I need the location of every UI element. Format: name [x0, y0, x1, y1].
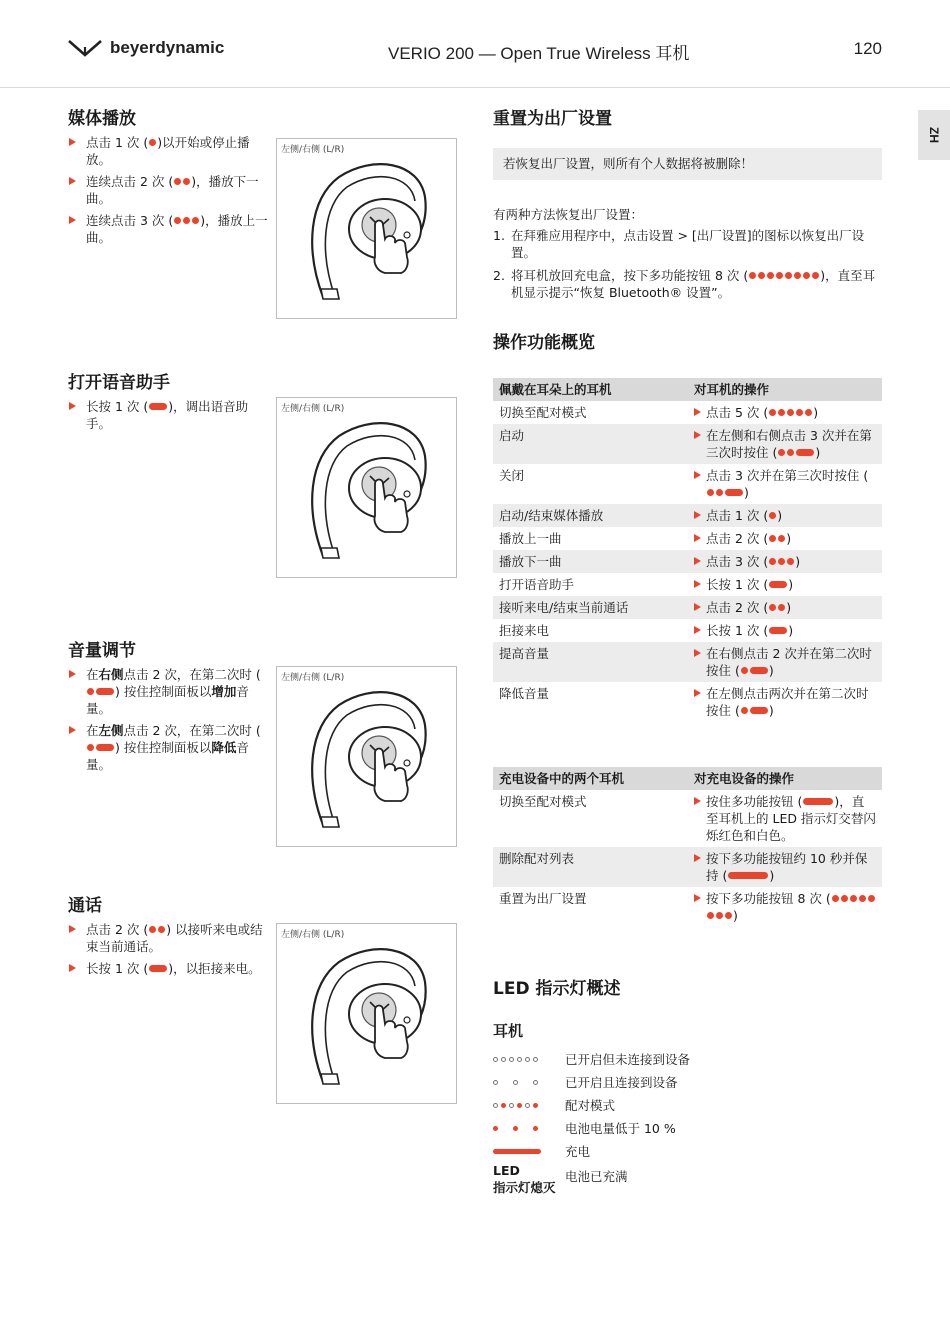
figure-label: 左侧/右侧 (L/R) — [281, 404, 345, 414]
table-row: 切换至配对模式 点击 5 次 ( ) — [493, 401, 882, 424]
led-off-label: LED 指示灯熄灭 — [493, 1163, 556, 1195]
list-item: 在右侧点击 2 次，在第二次时 () 按住控制面板以增加音量。 — [68, 666, 268, 717]
led-heading: LED 指示灯概述 — [493, 979, 621, 999]
led-row: 已开启但未连接到设备 — [493, 1050, 690, 1068]
reset-heading: 重置为出厂设置 — [493, 109, 612, 129]
table-row: 接听来电/结束当前通话 点击 2 次 ( ) — [493, 596, 882, 619]
led-white-slow-blink-icon — [493, 1057, 565, 1062]
table-row: 启动/结束媒体播放 点击 1 次 ( ) — [493, 504, 882, 527]
led-section — [493, 978, 620, 1000]
led-white-pulse-icon — [493, 1080, 565, 1085]
led-row: 配对模式 — [493, 1096, 615, 1114]
list-item: 点击 1 次 ( )以开始或停止播放。 — [68, 134, 268, 168]
list-item: 连续点击 3 次 ( )，播放上一曲。 — [68, 212, 268, 246]
earbud-tap-illustration-icon — [277, 139, 458, 320]
volume-heading: 音量调节 — [68, 641, 136, 661]
table-row: 播放上一曲 点击 2 次 ( ) — [493, 527, 882, 550]
list-item: 连续点击 2 次 ( )，播放下一曲。 — [68, 173, 268, 207]
earbud-tap-illustration-icon — [277, 398, 458, 579]
page-number: 120 — [853, 39, 882, 58]
led-row: 电池电量低于 10 % — [493, 1119, 676, 1137]
earbud-figure-voice — [276, 397, 457, 578]
ops-table-worn — [493, 378, 882, 722]
ops-section — [493, 332, 595, 354]
led-row: LED 指示灯熄灭 电池已充满 — [493, 1163, 628, 1195]
list-item: 2. 将耳机放回充电盒，按下多功能按钮 8 次 ( )，直至耳机显示提示“恢复 Bluetooth® 设置”。 — [493, 268, 876, 300]
led-red-blink-icon — [493, 1126, 565, 1131]
led-row: 已开启且连接到设备 — [493, 1073, 678, 1091]
list-item: 在左侧点击 2 次，在第二次时 () 按住控制面板以降低音量。 — [68, 722, 268, 773]
table-row: 启动 在左侧和右侧点击 3 次并在第三次时按住 ( ) — [493, 424, 882, 464]
ops-table-charging — [493, 767, 882, 927]
led-subheading-wrap — [493, 1020, 523, 1041]
table-row: 重置为出厂设置 按下多功能按钮 8 次 () — [493, 887, 882, 927]
media-heading: 媒体播放 — [68, 109, 136, 129]
table-row: 降低音量 在左侧点击两次并在第二次时按住 ( ) — [493, 682, 882, 722]
beyerdynamic-logo-icon — [68, 38, 102, 58]
reset-section — [493, 108, 612, 130]
calls-section — [68, 895, 273, 982]
led-list — [493, 1050, 873, 1200]
earbud-figure-calls — [276, 923, 457, 1104]
voice-heading: 打开语音助手 — [68, 373, 170, 393]
list-item: 长按 1 次 ( )，以拒接来电。 — [68, 960, 273, 977]
figure-label: 左侧/右侧 (L/R) — [281, 145, 345, 155]
list-item: 1. 在拜雅应用程序中，点击设置 > [出厂设置]的图标以恢复出厂设置。 — [493, 228, 865, 260]
earbud-tap-illustration-icon — [277, 924, 458, 1105]
volume-section — [68, 640, 268, 778]
reset-intro: 有两种方法恢复出厂设置： — [493, 207, 644, 222]
page-header — [0, 0, 950, 88]
table-header: 佩戴在耳朵上的耳机 对耳机的操作 — [493, 378, 882, 401]
table-row: 拒接来电 长按 1 次 ( ) — [493, 619, 882, 642]
table-row: 删除配对列表 按下多功能按钮约 10 秒并保持 ( ) — [493, 847, 882, 887]
table-header: 充电设备中的两个耳机 对充电设备的操作 — [493, 767, 882, 790]
language-tab — [918, 110, 950, 160]
table-row: 播放下一曲 点击 3 次 ( ) — [493, 550, 882, 573]
earbud-figure-volume — [276, 666, 457, 847]
led-row: 充电 — [493, 1142, 590, 1160]
table-row: 关闭 点击 3 次并在第三次时按住 () — [493, 464, 882, 504]
list-item: 点击 2 次 ( ) 以接听来电或结束当前通话。 — [68, 921, 273, 955]
ops-heading: 操作功能概览 — [493, 333, 595, 353]
reset-steps — [493, 227, 885, 307]
earbud-tap-illustration-icon — [277, 667, 458, 848]
table-row: 切换至配对模式 按住多功能按钮 ( )，直至耳机上的 LED 指示灯交替闪烁红色和白色。 — [493, 790, 882, 847]
language-tab-label: ZH — [927, 127, 941, 143]
figure-label: 左侧/右侧 (L/R) — [281, 930, 345, 940]
voice-section — [68, 372, 268, 437]
figure-label: 左侧/右侧 (L/R) — [281, 673, 345, 683]
led-red-solid-icon — [493, 1149, 565, 1154]
led-subheading: 耳机 — [493, 1022, 524, 1040]
brand-logo — [68, 38, 224, 58]
list-item: 长按 1 次 ( )，调出语音助手。 — [68, 398, 268, 432]
media-section — [68, 108, 268, 251]
earbud-figure-media — [276, 138, 457, 319]
reset-warning: 若恢复出厂设置，则所有个人数据将被删除！ — [493, 148, 882, 180]
table-row: 打开语音助手 长按 1 次 ( ) — [493, 573, 882, 596]
calls-heading: 通话 — [68, 896, 102, 916]
table-row: 提高音量 在右侧点击 2 次并在第二次时按住 ( ) — [493, 642, 882, 682]
led-alternating-icon — [493, 1103, 565, 1108]
document-title: VERIO 200 — Open True Wireless 耳机 — [388, 44, 690, 63]
brand-name: beyerdynamic — [110, 38, 225, 57]
